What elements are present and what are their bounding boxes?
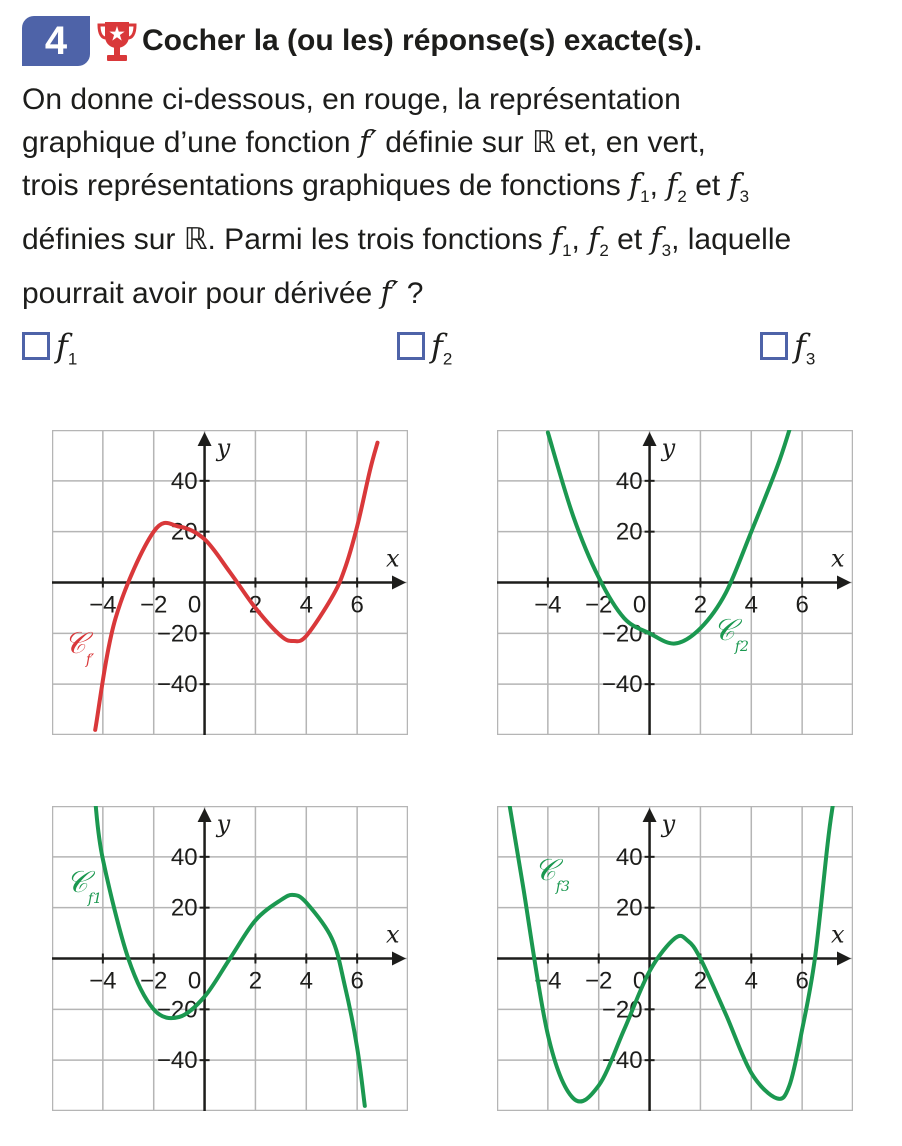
problem-statement bbox=[22, 78, 892, 315]
x-tick-label: −2 bbox=[585, 967, 613, 995]
x-tick-label: 0 bbox=[632, 591, 647, 619]
checkbox-f3[interactable] bbox=[760, 332, 788, 360]
math-symbol: f′ bbox=[358, 125, 377, 160]
y-axis-arrow bbox=[643, 808, 657, 822]
math-symbol: $f_3$ bbox=[728, 168, 750, 206]
y-tick-label: −40 bbox=[156, 1047, 198, 1075]
x-tick-label: 6 bbox=[795, 967, 809, 995]
y-tick-label: −20 bbox=[601, 620, 643, 648]
x-tick-label: 4 bbox=[299, 967, 313, 995]
x-tick-label: 6 bbox=[350, 591, 364, 619]
curve-label: 𝒞f1 bbox=[66, 865, 102, 907]
math-symbol: f′ bbox=[380, 276, 399, 311]
graph-f1 bbox=[52, 806, 408, 1111]
x-tick-label: −4 bbox=[534, 591, 562, 619]
graph-fprime bbox=[52, 430, 408, 735]
curve-f3 bbox=[510, 806, 833, 1102]
y-tick-label: −20 bbox=[156, 996, 198, 1024]
y-tick-label: −40 bbox=[601, 1047, 643, 1075]
checkbox-f1[interactable] bbox=[22, 332, 50, 360]
statement-text: On donne ci-dessous, en rouge, la représentation bbox=[22, 83, 681, 116]
graph-f3 bbox=[497, 806, 853, 1111]
real-numbers-symbol: ℝ bbox=[183, 222, 208, 257]
statement-line bbox=[22, 121, 892, 164]
y-tick-label: 40 bbox=[615, 467, 643, 495]
x-tick-label: 0 bbox=[187, 591, 202, 619]
x-tick-label: 4 bbox=[299, 591, 313, 619]
y-tick-label: 40 bbox=[170, 843, 198, 871]
x-tick-label: 2 bbox=[693, 591, 708, 619]
x-tick-label: 0 bbox=[632, 967, 647, 995]
x-tick-label: −2 bbox=[140, 967, 168, 995]
y-tick-label: −40 bbox=[601, 671, 643, 699]
statement-text: définie sur bbox=[376, 126, 532, 159]
statement-text: et bbox=[608, 223, 651, 256]
y-axis-arrow bbox=[643, 432, 657, 446]
exercise-number: 4 bbox=[22, 16, 90, 66]
statement-text: et, en vert, bbox=[555, 126, 706, 159]
real-numbers-symbol: ℝ bbox=[531, 125, 556, 160]
y-tick-label: 20 bbox=[170, 518, 198, 546]
x-tick-label: −4 bbox=[89, 591, 117, 619]
choice-f1[interactable] bbox=[22, 327, 78, 375]
y-axis-arrow bbox=[198, 432, 212, 446]
y-axis-label: y bbox=[661, 434, 676, 462]
statement-line bbox=[22, 218, 892, 272]
y-axis-label: y bbox=[216, 434, 231, 462]
checkbox-f2[interactable] bbox=[397, 332, 425, 360]
statement-text: ? bbox=[398, 277, 424, 310]
x-axis-arrow bbox=[392, 952, 406, 966]
statement-text: , bbox=[571, 223, 589, 256]
y-tick-label: −40 bbox=[156, 671, 198, 699]
y-tick-label: 40 bbox=[170, 467, 198, 495]
math-symbol: $f_2$ bbox=[666, 168, 687, 206]
curve-fprime bbox=[95, 443, 377, 730]
statement-text: graphique d’une fonction bbox=[22, 126, 359, 159]
x-tick-label: −2 bbox=[140, 591, 168, 619]
statement-line bbox=[22, 164, 892, 218]
choice-label-f2: $f_2$ bbox=[431, 327, 453, 369]
x-tick-label: −2 bbox=[585, 591, 613, 619]
statement-text: définies sur bbox=[22, 223, 184, 256]
y-tick-label: 40 bbox=[615, 843, 643, 871]
exercise-title: Cocher la (ou les) réponse(s) exacte(s). bbox=[142, 24, 703, 57]
y-tick-label: 20 bbox=[615, 518, 643, 546]
y-tick-label: −20 bbox=[601, 996, 643, 1024]
statement-line bbox=[22, 78, 892, 121]
exercise-header bbox=[22, 14, 702, 68]
choice-f3[interactable] bbox=[760, 327, 816, 375]
math-symbol: $f_1$ bbox=[550, 222, 572, 260]
curve-label: 𝒞f3 bbox=[534, 853, 570, 895]
x-tick-label: −4 bbox=[89, 967, 117, 995]
statement-text: , bbox=[649, 169, 667, 202]
choice-label-f1: $f_1$ bbox=[56, 327, 78, 369]
x-axis-arrow bbox=[837, 952, 851, 966]
x-axis-arrow bbox=[837, 576, 851, 590]
x-tick-label: 2 bbox=[248, 967, 263, 995]
statement-text: trois représentations graphiques de fonctions bbox=[22, 169, 630, 202]
x-axis-label: x bbox=[831, 544, 845, 573]
y-tick-label: 20 bbox=[615, 894, 643, 922]
statement-line bbox=[22, 272, 892, 315]
curve-label: 𝒞f2 bbox=[713, 613, 749, 655]
math-symbol: $f_2$ bbox=[588, 222, 609, 260]
x-tick-label: −4 bbox=[534, 967, 562, 995]
x-axis-label: x bbox=[831, 920, 845, 949]
y-tick-label: −20 bbox=[156, 620, 198, 648]
x-axis-label: x bbox=[386, 920, 400, 949]
graph-f2 bbox=[497, 430, 853, 735]
math-symbol: $f_3$ bbox=[650, 222, 672, 260]
statement-text: pourrait avoir pour dérivée bbox=[22, 277, 381, 310]
x-tick-label: 4 bbox=[744, 967, 758, 995]
math-symbol: $f_1$ bbox=[629, 168, 650, 206]
trophy-icon bbox=[96, 16, 138, 66]
y-axis-arrow bbox=[198, 808, 212, 822]
y-axis-label: y bbox=[216, 810, 231, 838]
curve-label: 𝒞f′ bbox=[64, 626, 95, 668]
statement-text: . Parmi les trois fonctions bbox=[207, 223, 551, 256]
y-tick-label: 20 bbox=[170, 894, 198, 922]
x-tick-label: 0 bbox=[187, 967, 202, 995]
x-tick-label: 2 bbox=[248, 591, 263, 619]
x-tick-label: 6 bbox=[795, 591, 809, 619]
y-axis-label: y bbox=[661, 810, 676, 838]
choice-f2[interactable] bbox=[397, 327, 453, 375]
statement-text: , laquelle bbox=[671, 223, 792, 256]
x-tick-label: 4 bbox=[744, 591, 758, 619]
x-tick-label: 2 bbox=[693, 967, 708, 995]
statement-text: et bbox=[686, 169, 729, 202]
x-axis-label: x bbox=[386, 544, 400, 573]
choice-label-f3: $f_3$ bbox=[794, 327, 816, 369]
x-tick-label: 6 bbox=[350, 967, 364, 995]
x-axis-arrow bbox=[392, 576, 406, 590]
